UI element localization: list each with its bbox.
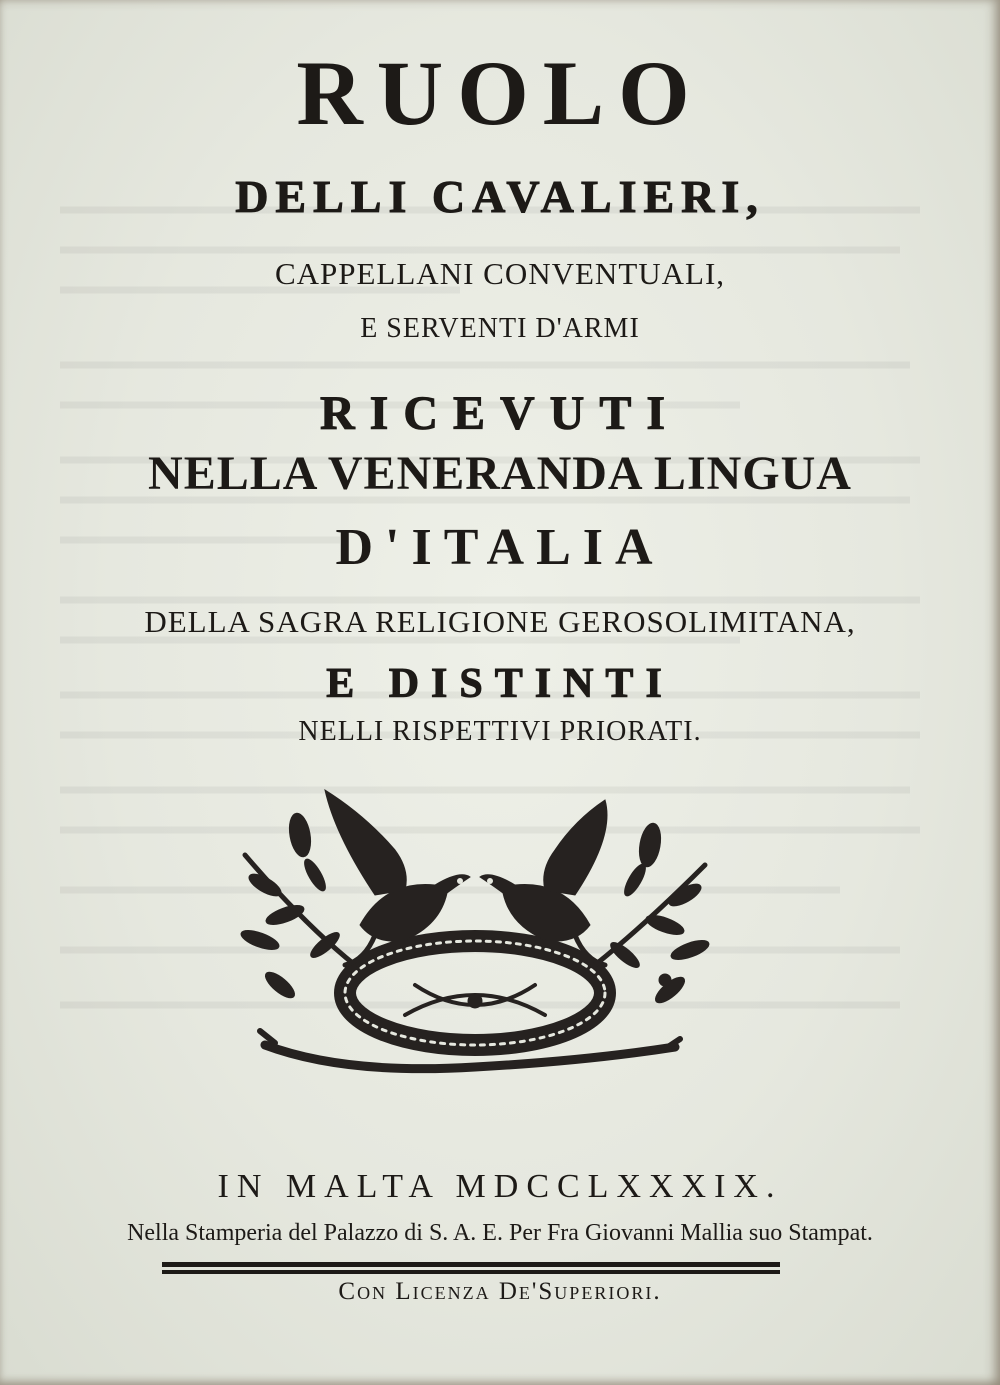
title-line-cappellani: CAPPELLANI CONVENTUALI, xyxy=(274,256,726,291)
title-line-italia: D'ITALIA xyxy=(335,519,665,576)
imprint-printer: Nella Stamperia del Palazzo di S. A. E. Per Fra Giovanni Mallia suo Stampat. xyxy=(127,1220,873,1246)
title-line-distinti: E DISTINTI xyxy=(326,661,674,707)
double-rule-divider xyxy=(162,1262,780,1276)
title-line-serventi: E SERVENTI D'ARMI xyxy=(360,313,640,344)
book-title: RUOLO xyxy=(296,42,704,144)
title-line-priorati: NELLI RISPETTIVI PRIORATI. xyxy=(298,716,702,747)
title-line-lingua: NELLA VENERANDA LINGUA xyxy=(148,447,852,500)
woodcut-fleuron-ornament xyxy=(225,775,725,1095)
title-line-cavalieri: DELLI CAVALIERI, xyxy=(235,171,765,222)
imprint-license: Con Licenza De'Superiori. xyxy=(338,1278,662,1305)
imprint-place-date: IN MALTA MDCCLXXXIX. xyxy=(217,1168,783,1205)
title-line-religione: DELLA SAGRA RELIGIONE GEROSOLIMITANA, xyxy=(144,604,856,639)
title-line-ricevuti: RICEVUTI xyxy=(319,387,681,440)
